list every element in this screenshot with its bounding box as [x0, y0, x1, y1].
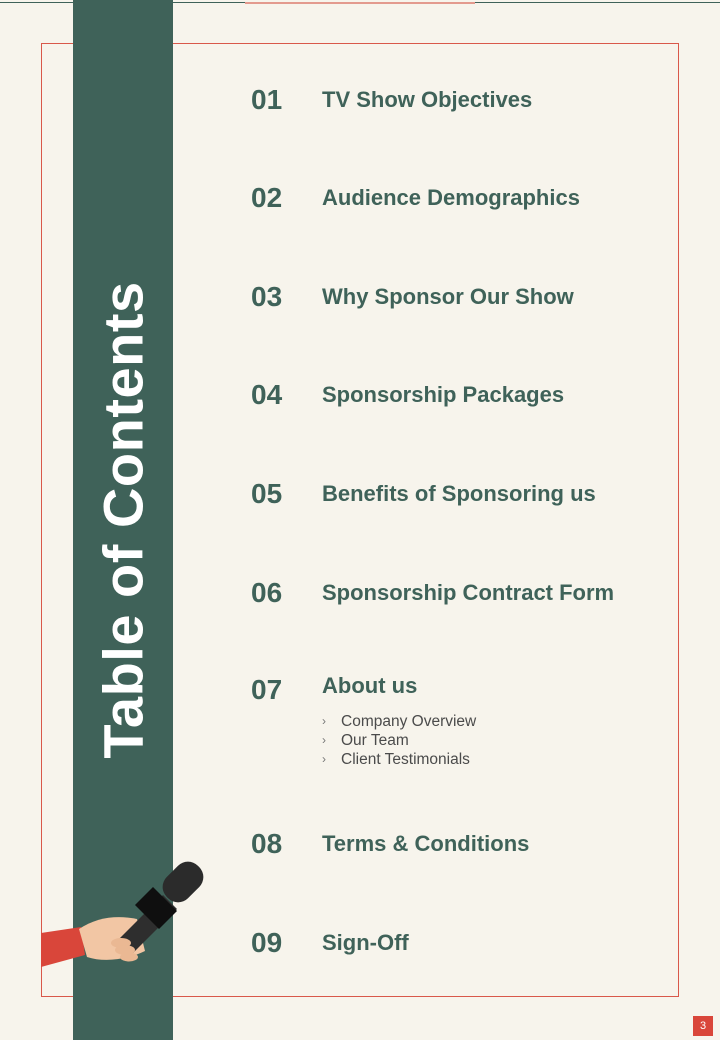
toc-sub-item[interactable] — [322, 712, 476, 731]
toc-sub-item[interactable] — [322, 731, 476, 750]
toc-sub-label: Our Team — [341, 732, 409, 749]
toc-label: Sponsorship Packages — [322, 382, 565, 407]
toc-number: 09 — [251, 927, 283, 958]
toc-label: About us — [322, 673, 418, 698]
toc-number: 07 — [251, 674, 283, 705]
page-title: Table of Contents — [91, 281, 155, 759]
toc-label: Why Sponsor Our Show — [322, 284, 574, 309]
toc-label: Benefits of Sponsoring us — [322, 481, 596, 506]
hand-holding-microphone-icon — [41, 855, 221, 970]
toc-number: 06 — [251, 577, 283, 608]
toc-number: 03 — [251, 281, 283, 312]
chevron-right-icon: › — [322, 733, 326, 747]
toc-number: 05 — [251, 478, 283, 509]
toc-number: 02 — [251, 182, 283, 213]
toc-label: TV Show Objectives — [322, 87, 533, 112]
toc-number: 08 — [251, 828, 283, 859]
toc-sub-item[interactable] — [322, 750, 476, 769]
toc-sub-label: Client Testimonials — [341, 751, 470, 768]
toc-number: 01 — [251, 84, 283, 115]
chevron-right-icon: › — [322, 714, 326, 728]
top-accent-rule — [245, 2, 475, 4]
chevron-right-icon: › — [322, 752, 326, 766]
page-number-badge: 3 — [693, 1016, 713, 1036]
toc-sub-list — [322, 712, 476, 769]
toc-number: 04 — [251, 379, 283, 410]
toc-label: Sponsorship Contract Form — [322, 580, 615, 605]
toc-label: Sign-Off — [322, 930, 409, 955]
toc-label: Audience Demographics — [322, 185, 580, 210]
toc-label: Terms & Conditions — [322, 831, 530, 856]
toc-sub-label: Company Overview — [341, 713, 477, 730]
